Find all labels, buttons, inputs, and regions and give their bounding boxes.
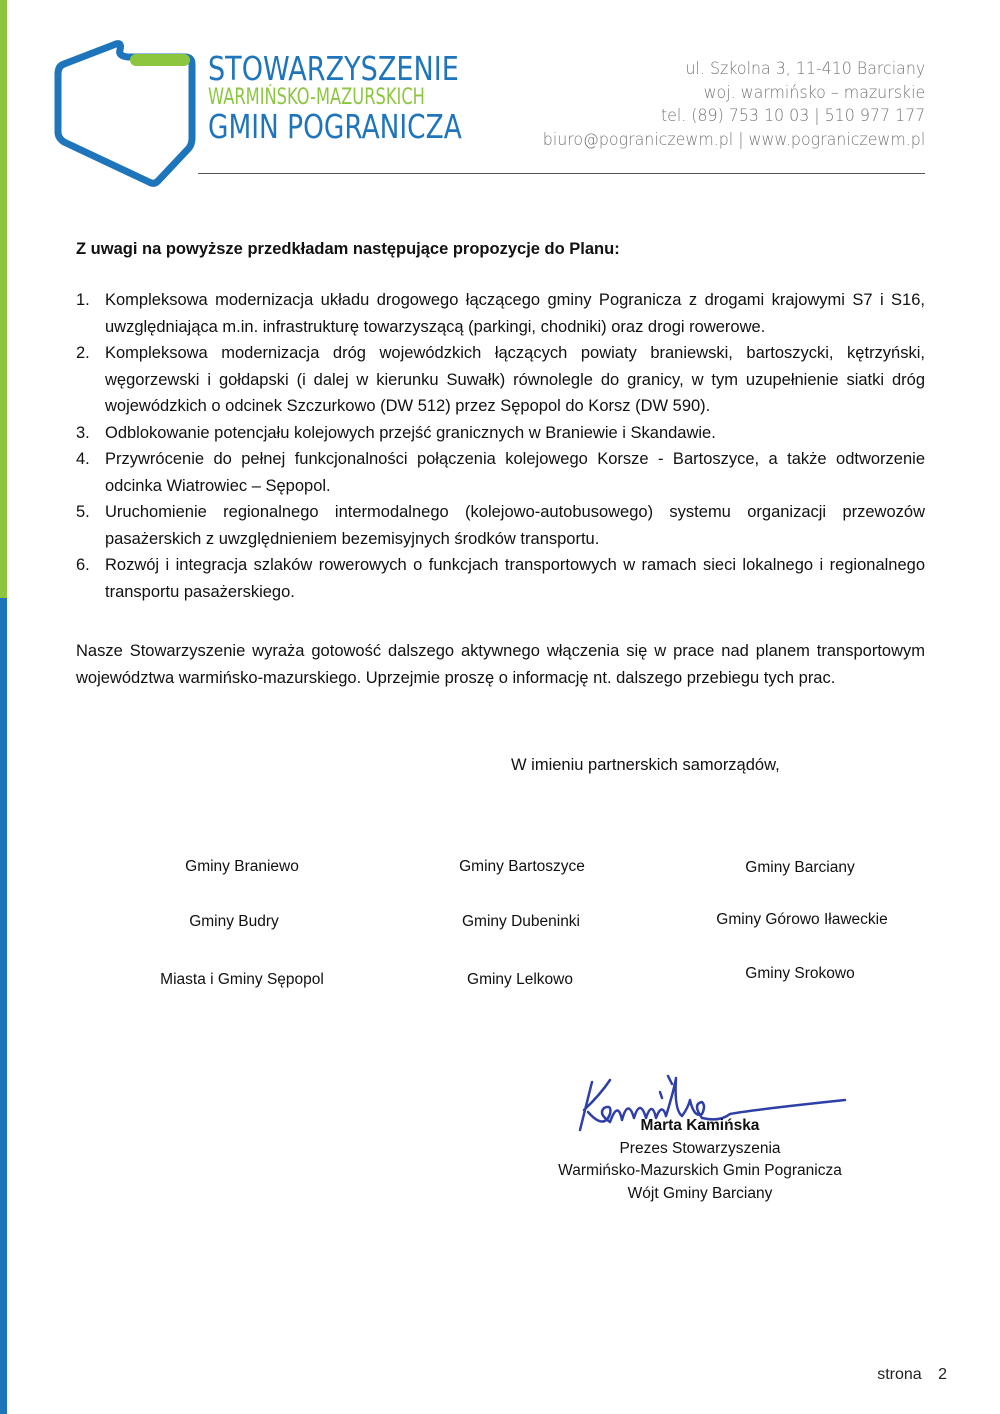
list-text: Rozwój i integracja szlaków rowerowych o funkcjach transportowych w ramach sieci lokalnego i regionalnego transportu pasażerskiego. bbox=[105, 556, 925, 601]
municipality: Gminy Braniewo bbox=[185, 858, 299, 875]
municipality: Miasta i Gminy Sępopol bbox=[160, 971, 324, 988]
proposals-list bbox=[76, 287, 925, 605]
list-number: 4. bbox=[76, 450, 90, 468]
contact-email-web[interactable]: biuro@pograniczewm.pl | www.pograniczewm.pl bbox=[542, 129, 925, 150]
left-accent-stripe-green bbox=[0, 0, 7, 598]
list-item bbox=[76, 340, 925, 420]
municipality: Gminy Dubeninki bbox=[461, 913, 581, 930]
list-item bbox=[76, 552, 925, 605]
logo-line-3: GMIN POGRANICZA bbox=[208, 107, 462, 146]
signatory-title-3: Wójt Gminy Barciany bbox=[627, 1184, 773, 1202]
list-item bbox=[76, 446, 925, 499]
poland-outline-icon bbox=[44, 34, 214, 194]
signature-block bbox=[540, 1115, 860, 1205]
list-text: Kompleksowa modernizacja dróg wojewódzkich łączących powiaty braniewski, bartoszycki, kętrzyński, węgorzewski i gołdapski (i dalej w kierunku Suwałk) równolegle do granicy, w tym uzupełnienie siatki dróg wojewódzkich o odcinek Szczurkowo (DW 512) przez Sępopol do Korsz (DW 590). bbox=[105, 344, 925, 415]
list-number: 3. bbox=[76, 423, 90, 442]
organization-logo-text bbox=[208, 49, 525, 146]
signatory-title-2: Warmińsko-Mazurskich Gmin Pogranicza bbox=[558, 1162, 842, 1179]
contact-info bbox=[514, 58, 925, 152]
header-divider bbox=[198, 173, 925, 174]
contact-phone: tel. (89) 753 10 03 | 510 977 177 bbox=[660, 106, 925, 126]
left-accent-stripe-blue bbox=[0, 598, 7, 1414]
list-number: 5. bbox=[76, 503, 90, 521]
list-text: Kompleksowa modernizacja układu drogowego łączącego gminy Pogranicza z drogami krajowymi S7 i S16, uwzględniająca m.in. infrastrukturę towarzyszącą (parkingi, chodniki) oraz drogi rowerowe. bbox=[105, 291, 925, 336]
signatory-name: Marta Kamińska bbox=[640, 1117, 760, 1134]
list-text: Odblokowanie potencjału kolejowych przejść granicznych w Braniewie i Skandawie. bbox=[105, 423, 716, 442]
list-number: 1. bbox=[76, 291, 90, 309]
list-text: Uruchomienie regionalnego intermodalnego (kolejowo-autobusowego) systemu organizacji przewozów pasażerskich z uwzględnieniem bezemisyjnych środków transportu. bbox=[105, 503, 925, 548]
page-number: strona 2 bbox=[877, 1366, 947, 1383]
letter-regards: W imieniu partnerskich samorządów, bbox=[511, 756, 780, 774]
list-item bbox=[76, 420, 925, 447]
list-text: Przywrócenie do pełnej funkcjonalności połączenia kolejowego Korsze - Bartoszyce, a także odtworzenie odcinka Wiatrowiec – Sępopol. bbox=[105, 450, 925, 495]
municipality: Gminy Srokowo bbox=[745, 965, 855, 982]
letter-intro: Z uwagi na powyższe przedkładam następujące propozycje do Planu: bbox=[76, 240, 620, 258]
contact-region: woj. warmińsko – mazurskie bbox=[703, 82, 925, 103]
list-number: 2. bbox=[76, 344, 90, 362]
list-item bbox=[76, 287, 925, 340]
municipality: Gminy Górowo Iławeckie bbox=[716, 911, 888, 928]
letter-closing: Nasze Stowarzyszenie wyraża gotowość dalszego aktywnego włączenia się w prace nad planem transportowym województwa warmińsko-mazurskiego. Uprzejmie proszę o informację nt. dalszego przebiegu tych prac. bbox=[76, 642, 925, 687]
municipality: Gminy Budry bbox=[189, 913, 279, 930]
list-item bbox=[76, 499, 925, 552]
municipality: Gminy Barciany bbox=[745, 859, 855, 876]
logo-line-1: STOWARZYSZENIE bbox=[208, 49, 459, 88]
logo-line-2: WARMIŃSKO-MAZURSKICH bbox=[208, 85, 425, 110]
municipality: Gminy Lelkowo bbox=[467, 971, 573, 988]
list-number: 6. bbox=[76, 556, 90, 574]
signatory-title-1: Prezes Stowarzyszenia bbox=[619, 1139, 781, 1157]
contact-address: ul. Szkolna 3, 11-410 Barciany bbox=[685, 59, 925, 79]
municipality: Gminy Bartoszyce bbox=[459, 858, 585, 875]
